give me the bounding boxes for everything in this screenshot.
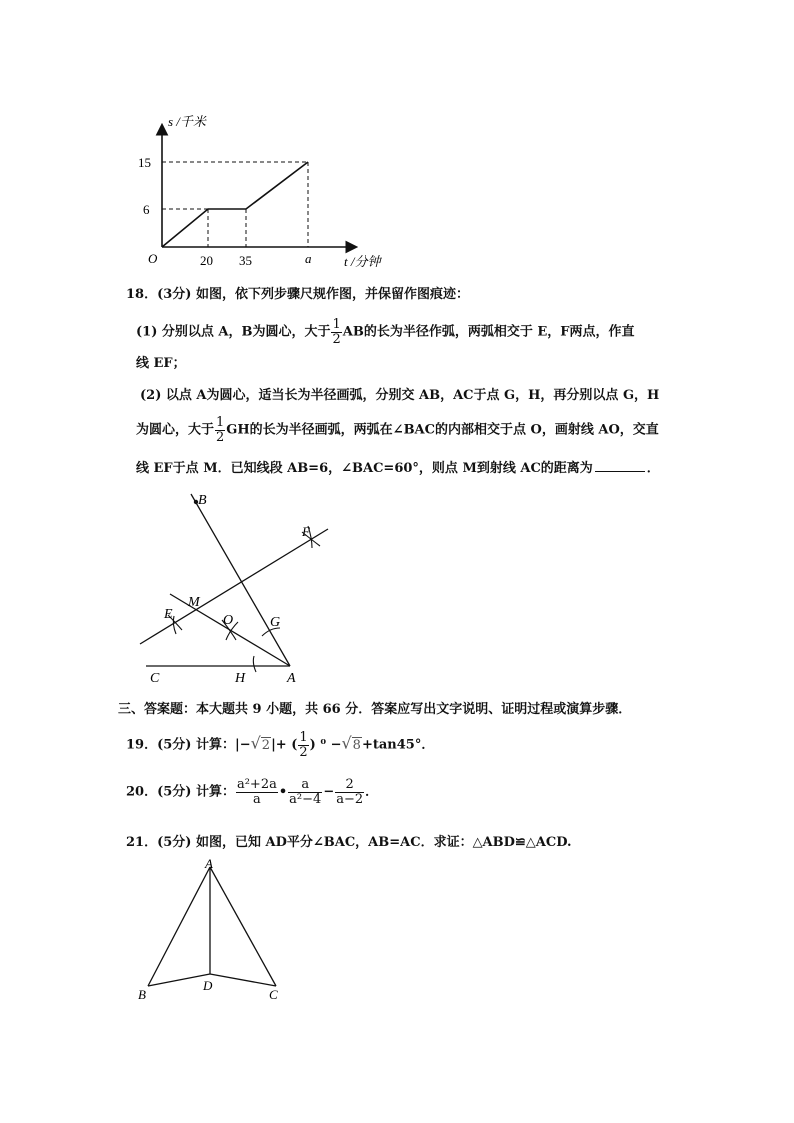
- q18-step2: (2) 以点 A为圆心，适当长为半径画弧，分别交 AB，AC于点 G，H，再分别以点 G，H: [140, 388, 660, 403]
- label-m: M: [188, 595, 200, 610]
- q20-minus: −: [323, 784, 335, 800]
- q21: 21．(5分) 如图，已知 AD平分∠BAC，AB=AC．求证：△ABD≌△ACD.: [126, 835, 572, 850]
- q20-frac2: [288, 778, 322, 806]
- q19-frac-den: 2: [299, 744, 308, 760]
- label-d21: D: [203, 978, 213, 993]
- q18-frac1-den: 2: [332, 331, 341, 347]
- q18-frac1: [331, 318, 341, 346]
- q18-line1: 18．(3分) 如图，依下列步骤尺规作图，并保留作图痕迹：: [126, 287, 469, 302]
- label-b: B: [198, 493, 207, 508]
- q20-frac2-den: a²−4: [289, 791, 322, 807]
- q19-prefix: 19．(5分) 计算：|−: [126, 737, 251, 753]
- label-c: C: [150, 671, 160, 686]
- q18-step1-cont: 线 EF；: [136, 356, 186, 371]
- segment-ba: [191, 494, 290, 666]
- sqrt-symbol-1: √: [250, 733, 261, 753]
- arc-h: [253, 656, 256, 672]
- q18-step2-a: 为圆心，大于: [136, 422, 215, 438]
- segment-ac: [210, 867, 276, 986]
- label-b21: B: [138, 987, 146, 1002]
- q19-frac-num: 1: [299, 730, 308, 745]
- segment-cd: [210, 974, 276, 986]
- x-tick-a: a: [305, 251, 312, 266]
- y-tick-6: 6: [143, 202, 150, 217]
- label-e: E: [164, 607, 173, 622]
- q20-frac1-num: a²+2a: [236, 777, 277, 792]
- q20-frac3-num: 2: [335, 778, 364, 793]
- q19: [126, 731, 434, 759]
- q20-frac1: [236, 778, 278, 806]
- q20-prefix: 20．(5分) 计算：: [126, 784, 235, 800]
- q20-dot: •: [278, 784, 288, 800]
- q21-figure: [130, 855, 300, 1010]
- q18-step2-b: GH的长为半径画弧，两弧在∠BAC的内部相交于点 O，画射线 AO，交直: [226, 422, 659, 438]
- q19-sqrt2: 8: [352, 737, 361, 753]
- q18-frac2: [215, 416, 225, 444]
- label-f: F: [302, 524, 310, 539]
- y-tick-15: 15: [138, 155, 151, 170]
- y-axis-label: s /千米: [168, 114, 206, 129]
- sqrt-symbol-2: √: [341, 733, 352, 753]
- label-g: G: [270, 615, 281, 630]
- q20-frac2-num: a: [288, 778, 322, 793]
- q18-step2-d: ．: [646, 461, 660, 476]
- q18-frac2-num: 1: [216, 415, 225, 430]
- q19-mid: |+ (: [271, 737, 298, 753]
- q19-frac: [298, 731, 308, 759]
- q20-suffix: ．: [365, 784, 379, 800]
- data-line: [162, 162, 308, 247]
- q19-suffix: +tan45°．: [361, 737, 435, 753]
- segment-bd: [148, 974, 210, 986]
- origin-label: O: [148, 251, 158, 266]
- q20-frac3-den: a−2: [336, 791, 364, 807]
- q18-figure: [130, 488, 350, 688]
- q20-frac1-den: a: [253, 791, 261, 807]
- label-a: A: [287, 671, 296, 686]
- answer-blank[interactable]: [595, 471, 645, 472]
- q18-step2-c: 线 EF于点 M．已知线段 AB=6，∠BAC=60°，则点 M到射线 AC的距离为: [136, 461, 593, 476]
- section3-heading: 三、答案题：本大题共 9 小题，共 66 分．答案应写出文字说明、证明过程或演算步骤．: [118, 702, 632, 717]
- label-c21: C: [269, 987, 278, 1002]
- distance-time-graph: [130, 110, 381, 275]
- label-o: O: [223, 613, 234, 628]
- q18-step2-l3: [136, 461, 660, 477]
- q18-step2-l2: [136, 416, 659, 444]
- x-tick-20: 20: [200, 253, 213, 268]
- segment-ab: [148, 867, 210, 986]
- q20-frac3: [335, 778, 364, 806]
- label-h: H: [235, 671, 246, 686]
- q18-frac1-num: 1: [332, 317, 341, 332]
- q18-frac2-den: 2: [216, 429, 225, 445]
- q19-sqrt1: 2: [261, 737, 271, 753]
- x-axis-label: t /分钟: [344, 254, 381, 269]
- q20: [126, 778, 378, 806]
- x-tick-35: 35: [239, 253, 252, 268]
- q18-step1-b: AB的长为半径作弧，两弧相交于 E，F两点，作直: [342, 324, 635, 340]
- label-a21: A: [205, 856, 213, 871]
- q19-after: ) ⁰ −: [309, 737, 342, 753]
- q18-step1-a: (1) 分别以点 A，B为圆心，大于: [136, 324, 331, 340]
- q18-step1: [136, 318, 635, 346]
- arc-e2: [173, 616, 176, 634]
